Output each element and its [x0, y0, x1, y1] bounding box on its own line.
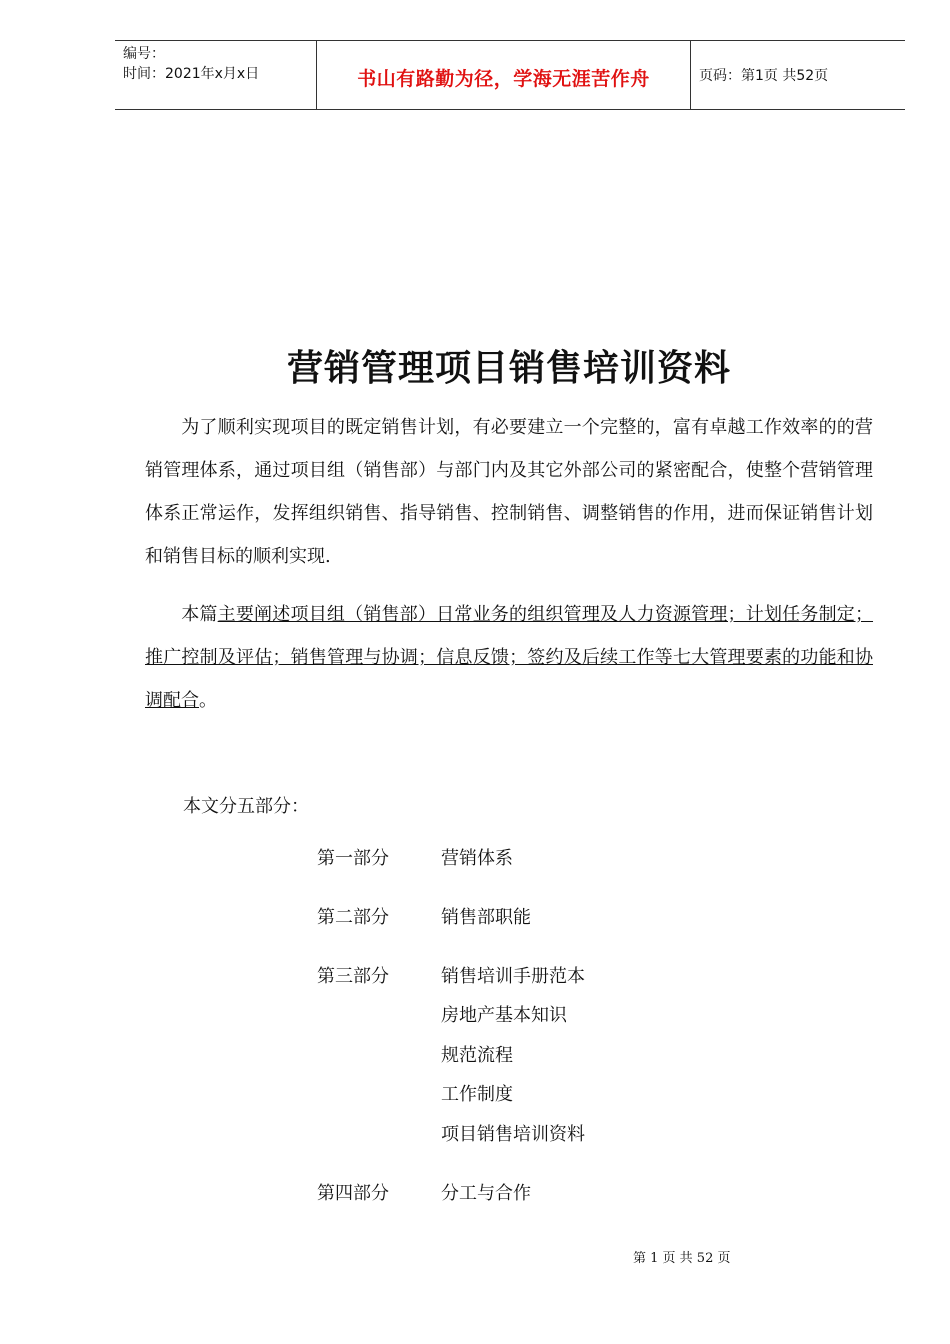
paragraph-scope-suffix: 。 [199, 690, 217, 711]
part-label: 第二部分 [317, 907, 389, 928]
parts-intro: 本文分五部分： [183, 796, 309, 817]
part-name: 销售部职能 [441, 907, 531, 928]
part-label: 第四部分 [317, 1183, 389, 1204]
part-label: 第一部分 [317, 848, 389, 869]
part-name: 销售培训手册范本 [441, 966, 585, 987]
paragraph-scope-prefix: 本篇 [181, 604, 218, 625]
document-title: 营销管理项目销售培训资料 [286, 348, 731, 389]
paragraph-purpose-text: 为了顺利实现项目的既定销售计划，有必要建立一个完整的，富有卓越工作效率的的营销管理体系，通过项目组（销售部）与部门内及其它外部公司的紧密配合，使整个营销管理体系正常运作，发挥组织销售、指导销售、控制销售、调整销售的作用，进而保证销售计划和销售目标的顺利实现. [145, 417, 873, 567]
part-subitem: 工作制度 [441, 1084, 513, 1105]
part-subitem: 房地产基本知识 [441, 1005, 567, 1026]
header-motto-cell [317, 41, 691, 109]
part-name: 营销体系 [441, 848, 513, 869]
part-subitem: 规范流程 [441, 1045, 513, 1066]
header-page-info: 页码：第1页 共52页 [699, 68, 829, 84]
paragraph-purpose [145, 406, 873, 578]
header-meta-cell [115, 41, 317, 109]
header-motto: 书山有路勤为径，学海无涯苦作舟 [357, 68, 650, 90]
part-label: 第三部分 [317, 966, 389, 987]
time-label: 时间：2021年x月x日 [123, 66, 260, 82]
part-name: 分工与合作 [441, 1183, 531, 1204]
paragraph-scope-underlined: 主要阐述项目组（销售部）日常业务的组织管理及人力资源管理；计划任务制定；推广控制及评估；销售管理与协调；信息反馈；签约及后续工作等七大管理要素的功能和协调配合 [145, 604, 874, 711]
page-footer: 第 1 页 共 52 页 [633, 1251, 731, 1266]
serial-label: 编号： [123, 46, 165, 62]
part-subitem: 项目销售培训资料 [441, 1124, 585, 1145]
document-header [115, 40, 905, 110]
paragraph-scope [145, 593, 873, 722]
header-page-cell [691, 41, 905, 109]
